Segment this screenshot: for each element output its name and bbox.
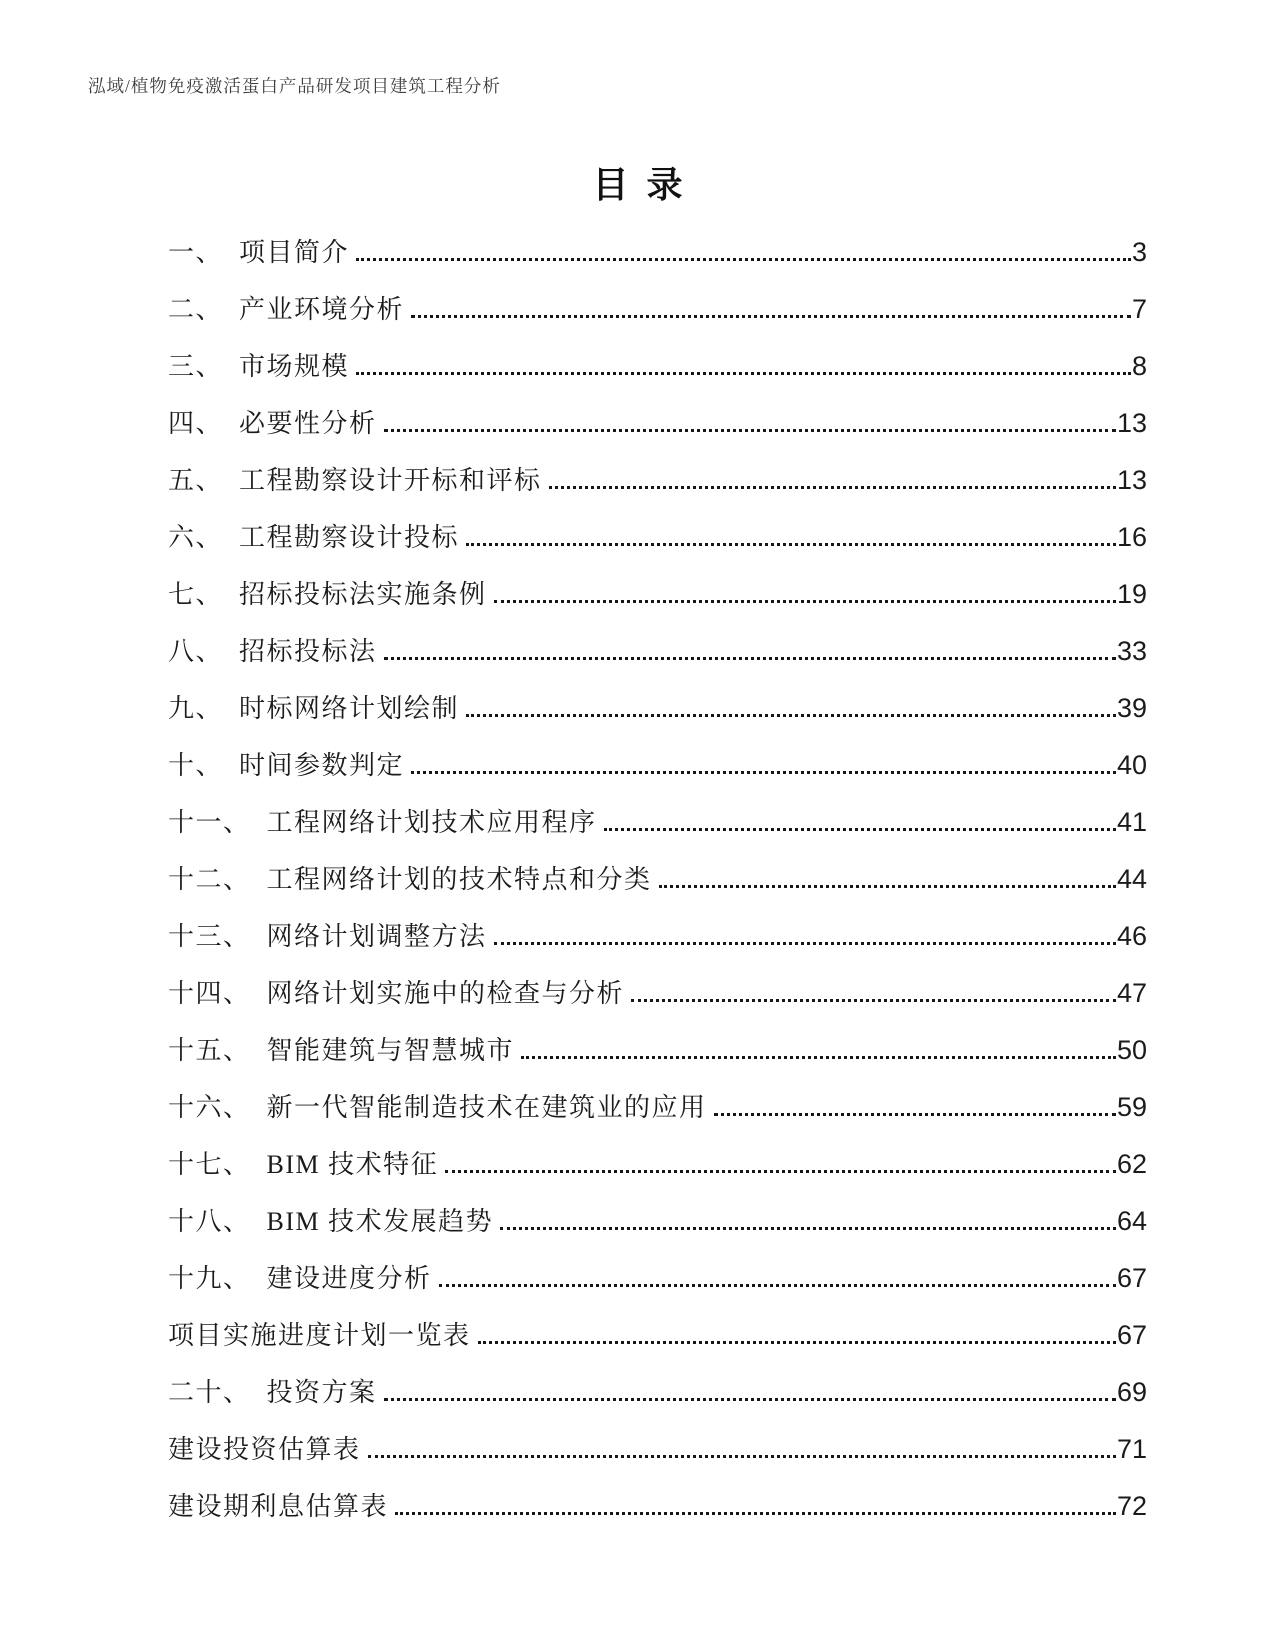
- toc-dot-leader: [445, 1170, 1116, 1173]
- toc-entry-title: 招标投标法: [239, 637, 377, 666]
- toc-entry[interactable]: [168, 1364, 1147, 1421]
- toc-entry[interactable]: [168, 965, 1147, 1022]
- toc-entry[interactable]: [168, 737, 1147, 794]
- toc-dot-leader: [631, 999, 1116, 1002]
- toc-entry[interactable]: [168, 851, 1147, 908]
- toc-dot-leader: [466, 714, 1116, 717]
- toc-page-number: 69: [1116, 1377, 1147, 1407]
- toc-entry-title: BIM 技术发展趋势: [266, 1207, 494, 1236]
- toc-entry-number: 十六、: [168, 1093, 251, 1122]
- toc-page-number: 50: [1116, 1035, 1147, 1065]
- toc-entry[interactable]: [168, 623, 1147, 680]
- toc-dot-leader: [549, 486, 1116, 489]
- toc-dot-leader: [356, 372, 1131, 375]
- toc-entry[interactable]: [168, 1022, 1147, 1079]
- toc-entry-title: 新一代智能制造技术在建筑业的应用: [266, 1093, 707, 1122]
- toc-entry-number: 二、: [168, 295, 224, 324]
- toc-list: [168, 224, 1147, 1535]
- toc-entry[interactable]: [168, 1250, 1147, 1307]
- toc-dot-leader: [714, 1113, 1116, 1116]
- toc-dot-leader: [384, 657, 1116, 660]
- toc-page-number: 16: [1116, 522, 1147, 552]
- toc-entry-title: 必要性分析: [239, 409, 377, 438]
- toc-entry-title: 时间参数判定: [239, 751, 405, 780]
- toc-entry-number: 十一、: [168, 808, 251, 837]
- toc-heading: [0, 163, 1275, 207]
- toc-entry-title: 网络计划调整方法: [266, 922, 487, 951]
- toc-page-number: 19: [1116, 579, 1147, 609]
- toc-heading-text: 目录: [592, 165, 701, 205]
- toc-dot-leader: [500, 1227, 1116, 1230]
- toc-page-number: 40: [1116, 750, 1147, 780]
- toc-entry[interactable]: [168, 338, 1147, 395]
- toc-entry[interactable]: [168, 281, 1147, 338]
- toc-page-number: 47: [1116, 978, 1147, 1008]
- toc-entry-number: 十五、: [168, 1036, 251, 1065]
- toc-entry-number: 六、: [168, 523, 224, 552]
- toc-entry-title: 建设进度分析: [266, 1264, 432, 1293]
- toc-entry-title: 项目简介: [239, 238, 350, 267]
- toc-page-number: 13: [1116, 465, 1147, 495]
- toc-entry-number: 八、: [168, 637, 224, 666]
- toc-entry-title: 产业环境分析: [239, 295, 405, 324]
- toc-page-number: 46: [1116, 921, 1147, 951]
- toc-entry-title: 招标投标法实施条例: [239, 580, 487, 609]
- toc-page-number: 41: [1116, 807, 1147, 837]
- toc-entry[interactable]: [168, 1421, 1147, 1478]
- toc-entry[interactable]: [168, 224, 1147, 281]
- toc-entry-title: 工程网络计划技术应用程序: [266, 808, 597, 837]
- toc-entry[interactable]: [168, 1307, 1147, 1364]
- toc-entry-number: 十、: [168, 751, 224, 780]
- toc-dot-leader: [466, 543, 1116, 546]
- toc-entry-title: 工程网络计划的技术特点和分类: [266, 865, 652, 894]
- toc-dot-leader: [494, 600, 1116, 603]
- toc-entry-number: 三、: [168, 352, 224, 381]
- toc-entry[interactable]: [168, 566, 1147, 623]
- toc-entry-title: 投资方案: [266, 1378, 377, 1407]
- toc-page-number: 67: [1116, 1320, 1147, 1350]
- toc-entry-number: 九、: [168, 694, 224, 723]
- toc-entry-number: 十八、: [168, 1207, 251, 1236]
- toc-entry-title: 网络计划实施中的检查与分析: [266, 979, 625, 1008]
- toc-entry-number: 四、: [168, 409, 224, 438]
- toc-page-number: 39: [1116, 693, 1147, 723]
- toc-dot-leader: [478, 1341, 1116, 1344]
- document-header: 泓域/植物免疫激活蛋白产品研发项目建筑工程分析: [88, 76, 501, 96]
- toc-entry[interactable]: [168, 1193, 1147, 1250]
- toc-entry-number: 二十、: [168, 1378, 251, 1407]
- toc-entry[interactable]: [168, 1136, 1147, 1193]
- toc-page-number: 8: [1131, 351, 1147, 381]
- toc-entry-title: 建设投资估算表: [168, 1435, 361, 1464]
- toc-entry-title: 时标网络计划绘制: [239, 694, 460, 723]
- toc-dot-leader: [356, 258, 1131, 261]
- toc-entry-title: 建设期利息估算表: [168, 1492, 389, 1521]
- toc-dot-leader: [494, 942, 1116, 945]
- toc-entry-number: 十九、: [168, 1264, 251, 1293]
- toc-dot-leader: [521, 1056, 1116, 1059]
- toc-dot-leader: [604, 828, 1116, 831]
- toc-entry[interactable]: [168, 908, 1147, 965]
- toc-entry-number: 五、: [168, 466, 224, 495]
- toc-entry-title: 工程勘察设计开标和评标: [239, 466, 542, 495]
- toc-entry-number: 十四、: [168, 979, 251, 1008]
- toc-entry-title: 工程勘察设计投标: [239, 523, 460, 552]
- toc-page-number: 64: [1116, 1206, 1147, 1236]
- toc-page-number: 7: [1131, 294, 1147, 324]
- toc-page-number: 67: [1116, 1263, 1147, 1293]
- toc-page-number: 71: [1116, 1434, 1147, 1464]
- toc-entry[interactable]: [168, 1079, 1147, 1136]
- toc-dot-leader: [659, 885, 1116, 888]
- toc-dot-leader: [395, 1512, 1116, 1515]
- toc-page-number: 59: [1116, 1092, 1147, 1122]
- toc-entry[interactable]: [168, 452, 1147, 509]
- toc-page-number: 62: [1116, 1149, 1147, 1179]
- toc-dot-leader: [439, 1284, 1116, 1287]
- toc-dot-leader: [411, 315, 1131, 318]
- toc-entry-title: BIM 技术特征: [266, 1150, 439, 1179]
- toc-dot-leader: [384, 429, 1116, 432]
- toc-dot-leader: [411, 771, 1116, 774]
- toc-entry-number: 一、: [168, 238, 224, 267]
- toc-page-number: 33: [1116, 636, 1147, 666]
- toc-entry-title: 市场规模: [239, 352, 350, 381]
- toc-entry[interactable]: [168, 395, 1147, 452]
- toc-entry-number: 十二、: [168, 865, 251, 894]
- toc-entry-number: 十三、: [168, 922, 251, 951]
- toc-page-number: 3: [1131, 237, 1147, 267]
- toc-page-number: 13: [1116, 408, 1147, 438]
- toc-page-number: 44: [1116, 864, 1147, 894]
- toc-entry-number: 十七、: [168, 1150, 251, 1179]
- toc-entry[interactable]: [168, 509, 1147, 566]
- toc-page-number: 72: [1116, 1491, 1147, 1521]
- toc-entry-title: 项目实施进度计划一览表: [168, 1321, 471, 1350]
- toc-entry[interactable]: [168, 680, 1147, 737]
- toc-entry[interactable]: [168, 794, 1147, 851]
- toc-entry-title: 智能建筑与智慧城市: [266, 1036, 515, 1065]
- toc-entry[interactable]: [168, 1478, 1147, 1535]
- toc-dot-leader: [384, 1398, 1116, 1401]
- toc-entry-number: 七、: [168, 580, 224, 609]
- toc-dot-leader: [368, 1455, 1116, 1458]
